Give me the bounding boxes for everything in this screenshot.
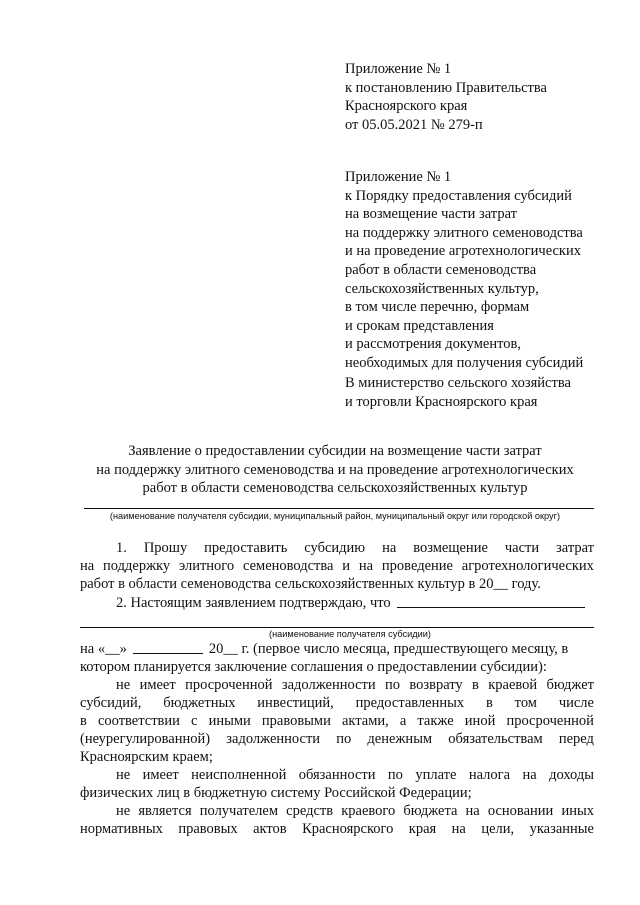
addressee-block [345,374,571,411]
title-line: Заявление о предоставлении субсидии на возмещение части затрат [128,443,542,459]
appendix-line: Приложение № 1 [345,169,452,185]
item-tax: не имеет неисполненной обязанности по уплате налога на доходы физических лиц в бюджетную систему Российской Федерации; [80,767,594,801]
title-line: на поддержку элитного семеноводства и на проведение агротехнологических [96,461,574,478]
date-clause: на «__» 20__ г. (первое число месяца, предшествующего месяцу, в котором планируется заключение соглашения о предоставлении субсидии): [80,641,569,675]
paragraph-1: 1. Прошу предоставить субсидию на возмещение части затрат на поддержку элитного семеноводства и на проведение агротехнологических работ в области семеноводства сельскохозяйственных культур в 20__ году. [80,540,594,592]
appendix-line: на возмещение части затрат [345,206,517,223]
recipient-fill-line[interactable] [84,508,594,509]
appendix-line: к Порядку предоставления субсидий [345,187,572,204]
appendix-line: и рассмотрения документов, [345,336,521,353]
recipient-inline-blank[interactable] [397,594,585,608]
item-debt: не имеет просроченной задолженности по возврату в краевой бюджет субсидий, бюджетных инвестиций, предоставленных в том числе в соответствии с иными правовыми актами, а также иной просроченной (неурегулированной) задолженности по денежным обязательствам перед Красноярским краем; [80,677,594,765]
appendix-line: к постановлению Правительства [345,79,547,96]
appendix-line: необходимых для получения субсидий [345,354,584,371]
document-title [60,442,610,498]
recipient-full-caption: (наименование получателя субсидии, муниципальный район, муниципальный округ или городской округ) [109,511,561,521]
appendix-procedure-block [345,168,583,373]
appendix-line: и срокам представления [345,317,494,334]
item-recipient: не является получателем средств краевого бюджета на основании иных нормативных правовых актов Красноярского края на цели, указанные [80,803,594,837]
addressee-line: В министерство сельского хозяйства [345,375,571,391]
title-line: работ в области семеноводства сельскохозяйственных культур [142,480,528,497]
appendix-line: Красноярского края [345,98,468,115]
appendix-line: на поддержку элитного семеноводства [345,224,583,241]
appendix-line: от 05.05.2021 № 279-п [345,116,483,133]
recipient-fill-line-2[interactable] [80,627,594,628]
paragraph-2: 2. Настоящим заявлением подтверждаю, что [80,594,594,612]
addressee-line: и торговли Красноярского края [345,393,538,410]
recipient-caption: (наименование получателя субсидии) [269,629,431,639]
appendix-resolution-block [345,60,547,134]
month-blank[interactable] [133,640,203,654]
appendix-line: в том числе перечню, формам [345,299,530,316]
appendix-line: сельскохозяйственных культур, [345,280,539,297]
appendix-line: и на проведение агротехнологических [345,243,581,260]
appendix-line: Приложение № 1 [345,61,452,77]
appendix-line: работ в области семеноводства [345,261,537,278]
